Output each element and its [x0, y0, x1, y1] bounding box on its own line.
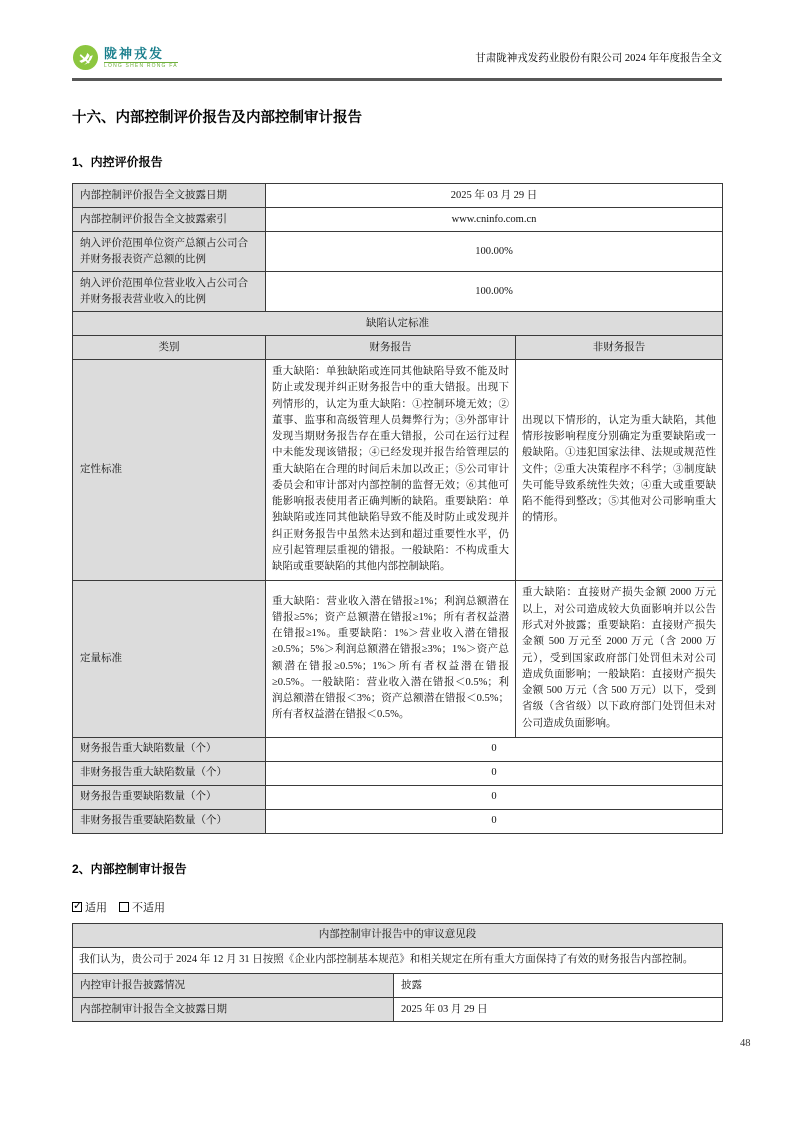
criteria-financial-text: 重大缺陷：单独缺陷或连同其他缺陷导致不能及时防止或发现并纠正财务报告中的重大错报。出现下列情形的，认定为重大缺陷：①控制环境无效；②董事、监事和高级管理人员舞弊行为；③外部审计发现当期财务报告存在重大错报，公司在运行过程中未能发现该错报；④已经发现并报告给管理层的重大缺陷在合理的时间后未加以改正；⑤公司审计委员会和审计部对内部控制的监督无效；⑥其他可能影响报表使用者正确判断的缺陷。重要缺陷：单独缺陷或连同其他缺陷导致不能及时防止或发现并纠正财务报告中虽然未达到和超过重要性水平，仍应引起管理层重视的错报。一般缺陷：不构成重大缺陷或重要缺陷的其他内部控制缺陷。: [266, 360, 516, 581]
criteria-non-financial-text: 重大缺陷：直接财产损失金额 2000 万元以上，对公司造成较大负面影响并以公告形式对外披露；重要缺陷：直接财产损失金额 500 万元至 2000 万元（含 2000 万元），受到国家政府部门处罚但未对公司造成负面影响；一般缺陷：直接财产损失金额 500 万元（含 500 万元）以下，受到省级（含省级）以下政府部门处罚但未对公司造成负面影响。: [516, 581, 723, 737]
brand-name: 陇神戎发: [104, 45, 165, 61]
info-value: 2025 年 03 月 29 日: [266, 184, 723, 208]
checkbox-checked-icon: ✓: [73, 898, 83, 912]
criteria-category: 定性标准: [73, 360, 266, 581]
count-value: 0: [266, 761, 723, 785]
internal-control-evaluation-table: [72, 183, 723, 834]
table-row: [73, 809, 723, 833]
qualitative-criteria-row: [73, 360, 723, 581]
audit-row-value: 披露: [394, 974, 723, 998]
table-row: [73, 208, 723, 232]
table-row: [73, 232, 723, 272]
report-header-title: 甘肃陇神戎发药业股份有限公司 2024 年年度报告全文: [475, 53, 722, 64]
count-label: 财务报告重大缺陷数量（个）: [73, 737, 266, 761]
table-row: [73, 974, 723, 998]
table-row: [73, 761, 723, 785]
count-value: 0: [266, 809, 723, 833]
page-header: [72, 44, 722, 81]
audit-opinion-row: [73, 947, 723, 973]
column-header-category: 类别: [73, 336, 266, 360]
table-row: [73, 998, 723, 1022]
checkbox-unchecked-icon: [119, 902, 129, 912]
audit-table-header-row: [73, 923, 723, 947]
count-label: 非财务报告重大缺陷数量（个）: [73, 761, 266, 785]
info-label: 内部控制评价报告全文披露索引: [73, 208, 266, 232]
criteria-non-financial-text: 出现以下情形的，认定为重大缺陷，其他情形按影响程度分别确定为重要缺陷或一般缺陷。①违犯国家法律、法规或规范性文件；②重大决策程序不科学；③制度缺失可能导致系统性失效；④重大或重要缺陷不能得到整改；⑤其他对公司影响重大的情形。: [516, 360, 723, 581]
brand-latin-name: LONG SHEN RONG FA: [104, 62, 178, 69]
table-row: [73, 737, 723, 761]
audit-row-label: 内控审计报告披露情况: [73, 974, 394, 998]
table-row: [73, 272, 723, 312]
table-row: [73, 184, 723, 208]
section1-heading: 1、内控评价报告: [72, 155, 163, 169]
audit-row-value: 2025 年 03 月 29 日: [394, 998, 723, 1022]
defect-criteria-header-row: [73, 312, 723, 336]
table-row: [73, 785, 723, 809]
phoenix-logo-icon: [72, 44, 99, 71]
audit-row-label: 内部控制审计报告全文披露日期: [73, 998, 394, 1022]
count-label: 非财务报告重要缺陷数量（个）: [73, 809, 266, 833]
not-applicable-option: [119, 899, 165, 915]
defect-criteria-columns-row: [73, 336, 723, 360]
audit-table-title: 内部控制审计报告中的审议意见段: [73, 923, 723, 947]
criteria-financial-text: 重大缺陷：营业收入潜在错报≥1%；利润总额潜在错报≥5%；资产总额潜在错报≥1%；所有者权益潜在错报≥1%。重要缺陷：1%＞营业收入潜在错报≥0.5%；5%＞利润总额潜在错报≥3%；1%＞资产总额潜在错报≥0.5%；1%＞所有者权益潜在错报≥0.5%。一般缺陷：营业收入潜在错报＜0.5%；利润总额潜在错报＜3%；资产总额潜在错报＜0.5%；所有者权益潜在错报＜0.5%。: [266, 581, 516, 737]
info-label: 纳入评价范围单位营业收入占公司合并财务报表营业收入的比例: [73, 272, 266, 312]
section2-heading: 2、内部控制审计报告: [72, 861, 187, 876]
applicable-label: 适用: [85, 901, 107, 914]
info-label: 内部控制评价报告全文披露日期: [73, 184, 266, 208]
audit-report-table: [72, 923, 723, 1022]
page-number: 48: [740, 1038, 751, 1049]
info-value: 100.00%: [266, 272, 723, 312]
company-logo: [72, 44, 178, 71]
count-value: 0: [266, 785, 723, 809]
info-value: 100.00%: [266, 232, 723, 272]
count-value: 0: [266, 737, 723, 761]
not-applicable-label: 不适用: [132, 901, 165, 914]
criteria-category: 定量标准: [73, 581, 266, 737]
count-label: 财务报告重要缺陷数量（个）: [73, 785, 266, 809]
column-header-financial: 财务报告: [266, 336, 516, 360]
quantitative-criteria-row: [73, 581, 723, 737]
defect-criteria-title: 缺陷认定标准: [73, 312, 723, 336]
audit-opinion-text: 我们认为，贵公司于 2024 年 12 月 31 日按照《企业内部控制基本规范》和相关规定在所有重大方面保持了有效的财务报告内部控制。: [73, 947, 723, 973]
applicable-option: [72, 899, 107, 915]
column-header-non-financial: 非财务报告: [516, 336, 723, 360]
info-label: 纳入评价范围单位资产总额占公司合并财务报表资产总额的比例: [73, 232, 266, 272]
page-title: 十六、内部控制评价报告及内部控制审计报告: [72, 110, 362, 126]
info-value: www.cninfo.com.cn: [266, 208, 723, 232]
applicability-line: [72, 899, 722, 915]
